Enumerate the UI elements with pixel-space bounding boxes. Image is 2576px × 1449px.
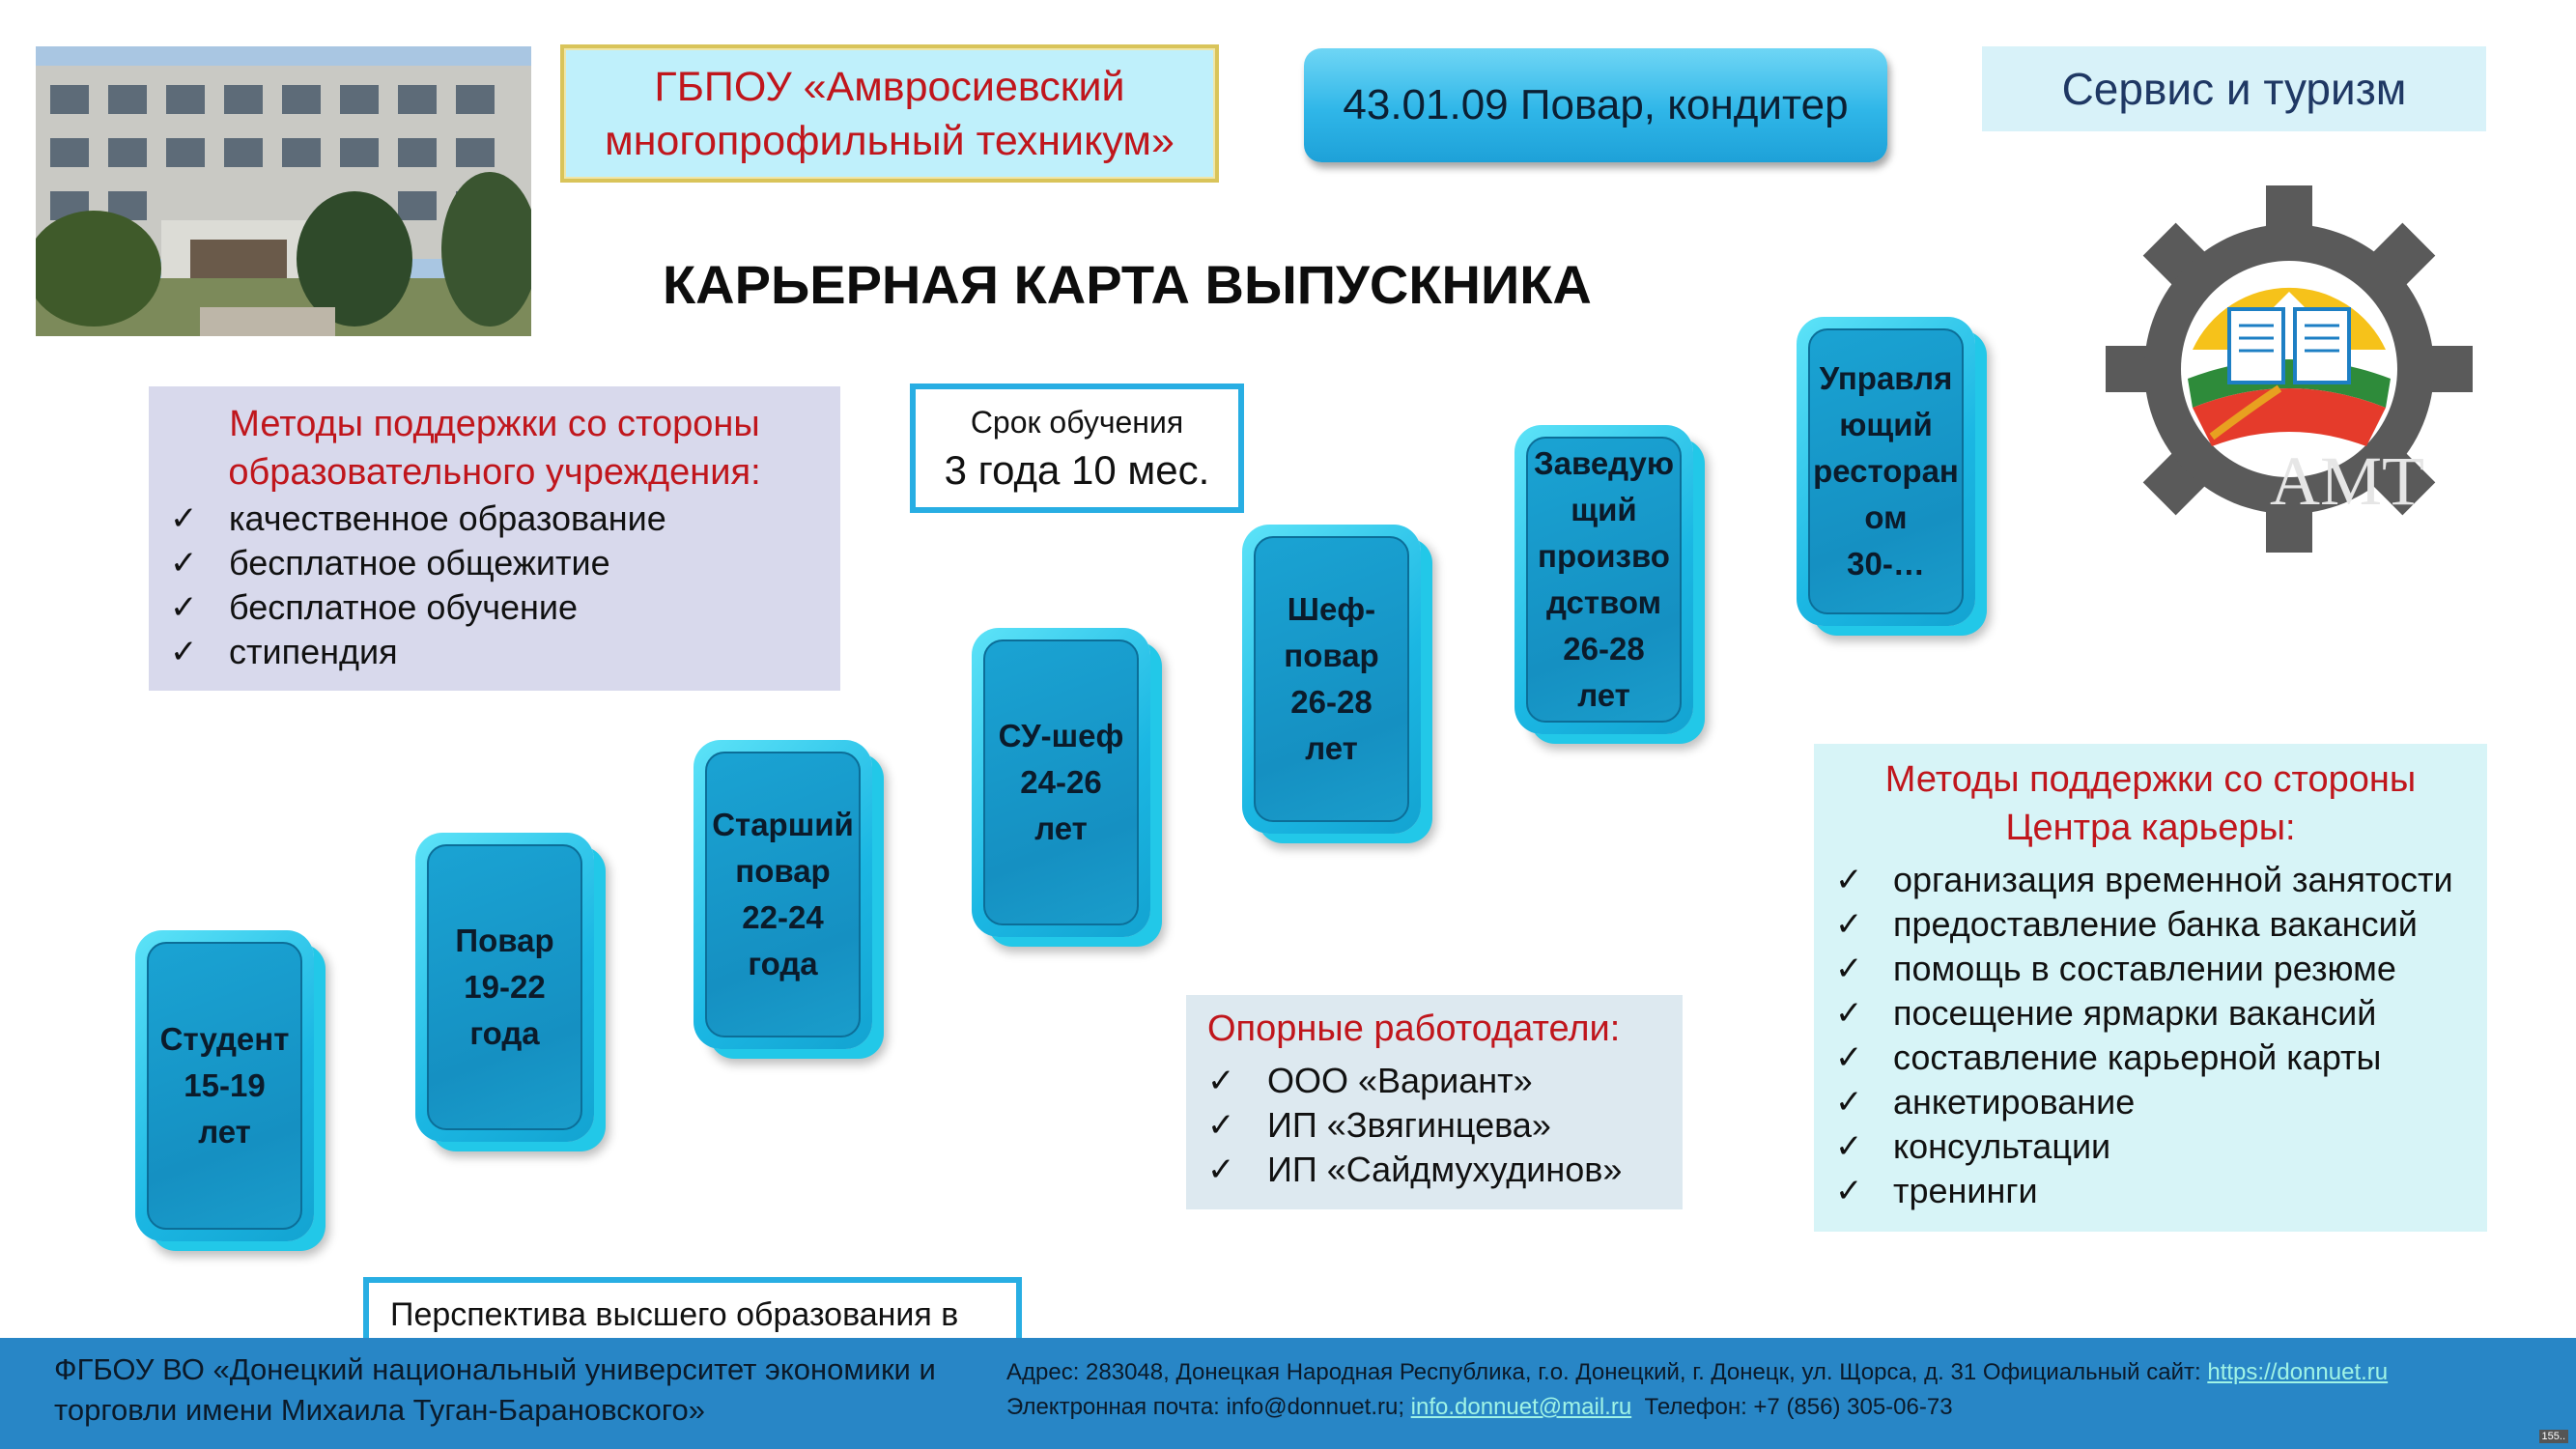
check-icon: ✓: [1207, 1063, 1235, 1099]
school-support-heading-1: Методы поддержки со стороны: [229, 404, 760, 444]
page-number: 155..: [2539, 1430, 2568, 1443]
employers-heading: Опорные работодатели:: [1207, 1009, 1621, 1049]
career-step-sous-chef: СУ-шеф 24-26 лет: [972, 628, 1150, 937]
list-item: ✓ ИП «Сайдмухудинов»: [1186, 1148, 1683, 1192]
school-support-box: [149, 386, 840, 691]
check-icon: ✓: [170, 589, 198, 626]
footer-email-line: Электронная почта: info@donnuet.ru; info.donnuet@mail.ru Телефон: +7 (856) 305-06-73: [1006, 1394, 1953, 1420]
school-support-heading-2: образовательного учреждения:: [228, 452, 761, 493]
check-icon: ✓: [1835, 1039, 1863, 1076]
footer-contacts: [1006, 1355, 2388, 1425]
employers-list: [1186, 1059, 1683, 1192]
footer-university-line1: ФГБОУ ВО «Донецкий национальный университет экономики и: [54, 1352, 936, 1386]
email-link[interactable]: info.donnuet@mail.ru: [1410, 1394, 1632, 1420]
check-icon: ✓: [1207, 1151, 1235, 1188]
check-icon: ✓: [170, 634, 198, 670]
higher-education-perspective: Перспектива высшего образования в: [363, 1277, 1022, 1345]
list-item: ✓ тренинги: [1814, 1169, 2487, 1213]
list-item: ✓ стипендия: [149, 630, 840, 674]
career-center-heading-2: Центра карьеры:: [2005, 808, 2296, 848]
logo-text: АМТ: [2270, 442, 2424, 520]
employers-box: [1186, 995, 1683, 1209]
school-support-list: [149, 497, 840, 674]
college-name-box: [560, 44, 1219, 183]
list-item: ✓ посещение ярмарки вакансий: [1814, 991, 2487, 1036]
check-icon: ✓: [1835, 1084, 1863, 1121]
list-item: ✓ консультации: [1814, 1124, 2487, 1169]
check-icon: ✓: [170, 545, 198, 582]
career-center-box: [1814, 744, 2487, 1232]
site-link[interactable]: https://donnuet.ru: [2207, 1359, 2389, 1385]
amt-logo: [2096, 179, 2482, 560]
footer-address-line: Адрес: 283048, Донецкая Народная Республика, г.о. Донецкий, г. Донецк, ул. Щорса, д. 31 Официальный сайт: https://donnuet.ru: [1006, 1359, 2389, 1385]
footer-university-line2: торговли имени Михаила Туган-Барановского»: [54, 1393, 705, 1427]
list-item: ✓ анкетирование: [1814, 1080, 2487, 1124]
list-item: ✓ бесплатное общежитие: [149, 541, 840, 585]
career-step-production-manager: Заведую щий произво дством 26-28 лет: [1514, 425, 1693, 734]
footer-university: [54, 1350, 981, 1431]
check-icon: ✓: [1835, 862, 1863, 898]
list-item: ✓ качественное образование: [149, 497, 840, 541]
career-step-senior-cook: Старший повар 22-24 года: [694, 740, 872, 1049]
college-name-line2: многопрофильный техникум»: [605, 117, 1175, 164]
area-label: Сервис и туризм: [1982, 46, 2486, 131]
college-building-photo: [36, 46, 531, 336]
check-icon: ✓: [1835, 906, 1863, 943]
check-icon: ✓: [170, 500, 198, 537]
career-step-student: Студент 15-19 лет: [135, 930, 314, 1241]
list-item: ✓ ИП «Звягинцева»: [1186, 1103, 1683, 1148]
list-item: ✓ предоставление банка вакансий: [1814, 902, 2487, 947]
check-icon: ✓: [1835, 995, 1863, 1032]
list-item: ✓ бесплатное обучение: [149, 585, 840, 630]
career-step-chef: Шеф- повар 26-28 лет: [1242, 525, 1421, 834]
check-icon: ✓: [1835, 1128, 1863, 1165]
page-title: КАРЬЕРНАЯ КАРТА ВЫПУСКНИКА: [663, 254, 1592, 315]
career-step-restaurant-manager: Управля ющий ресторан ом 30-…: [1797, 317, 1975, 626]
list-item: ✓ организация временной занятости: [1814, 858, 2487, 902]
check-icon: ✓: [1207, 1107, 1235, 1144]
list-item: ✓ составление карьерной карты: [1814, 1036, 2487, 1080]
college-name-line1: ГБПОУ «Амвросиевский: [654, 63, 1125, 110]
list-item: ✓ помощь в составлении резюме: [1814, 947, 2487, 991]
career-center-list: [1814, 858, 2487, 1213]
footer: [0, 1338, 2576, 1449]
check-icon: ✓: [1835, 1173, 1863, 1209]
study-term-value: 3 года 10 мес.: [944, 447, 1210, 493]
check-icon: ✓: [1835, 951, 1863, 987]
career-center-heading-1: Методы поддержки со стороны: [1884, 759, 2417, 800]
career-step-cook: Повар 19-22 года: [415, 833, 594, 1142]
list-item: ✓ ООО «Вариант»: [1186, 1059, 1683, 1103]
specialty-badge: 43.01.09 Повар, кондитер: [1304, 48, 1887, 162]
study-term-label: Срок обучения: [970, 405, 1184, 440]
study-term-box: [910, 384, 1244, 513]
